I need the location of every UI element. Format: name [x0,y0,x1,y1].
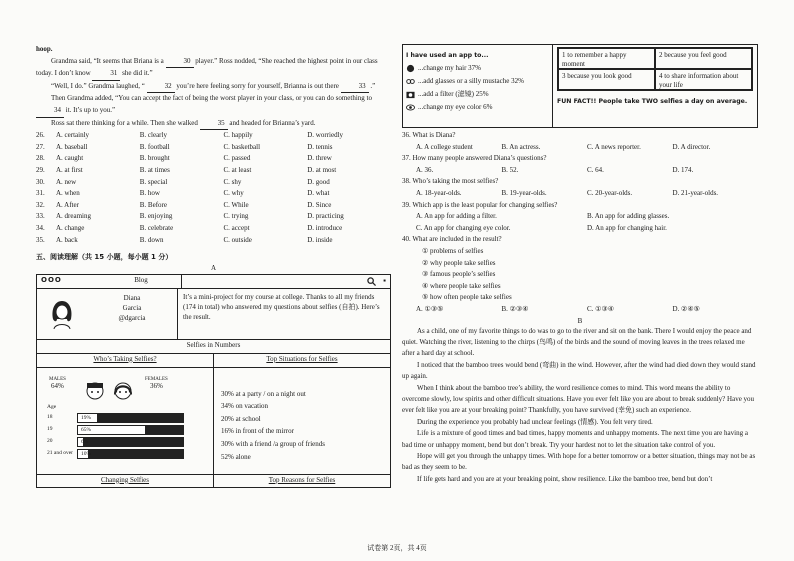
reason-2: 2 because you feel good [655,48,752,69]
age-bar: 10% [78,450,89,458]
age-bar-label: 21 and over [47,449,73,456]
blog-title: Blog [134,276,148,285]
reasons-heading: Top Reasons for Selfies [213,475,390,487]
q37-options: A. 36. B. 52. C. 64. D. 174. [416,165,694,174]
blank-30: 30 [166,56,194,69]
camera-icon [406,90,415,99]
question-36: 36. What is Diana? [402,131,456,139]
choice-row: 28. A. caught B. brought C. passed D. threw [36,154,332,163]
passage-b-paragraph: If life gets hard and you are at your breaking point, show resilience. Like the bamboo tree, bend but don’t [417,474,713,483]
blog-infographic [36,274,391,488]
age-bar: 6% [78,438,84,446]
cloze-choices [36,130,391,246]
passage-b-paragraph: Life is a mixture of good times and bad times, happy moments and unhappy moments. The next time you are having a bad time or unhappy moment, bend but don’t break. Try your hardest not to let the situation take control of you. [402,429,748,449]
reasons-panel [552,45,757,127]
blank-31: 31 [92,68,120,81]
who-heading: Who’s Taking Selfies? [37,354,213,368]
age-bar-track [77,449,184,459]
gender-faces-icon [83,380,143,402]
reason-3: 3 because you look good [558,69,655,90]
males-stat: MALES 64% [49,376,66,390]
hair-icon [406,64,415,73]
question-40: 40. What are included in the result? [402,235,502,244]
q40-options: A. ①③⑤ B. ②③④ C. ①③④ D. ②④⑤ [416,304,700,313]
situation-item: 20% at school [221,414,261,423]
blog-titlebar [37,275,390,289]
situation-item: 30% with a friend /a group of friends [221,440,325,449]
females-stat: FEMALES 36% [145,376,168,390]
who-stats [37,368,213,474]
age-bar-label: 19 [47,425,53,432]
choice-row: 33. A. dreaming B. enjoying C. trying D. practicing [36,212,344,221]
right-column [402,0,758,485]
avatar [37,289,87,339]
passage-b-paragraph: I noticed that the bamboo trees would bend (弯曲) in the wind. However, after the wind had died down they would stand up again. [402,360,756,381]
age-bar-label: 18 [47,413,53,420]
age-bar-row [47,448,184,460]
choice-row: 29. A. at first B. at times C. at least D. at most [36,165,337,174]
age-bar-row [47,424,184,436]
stats-row [37,354,390,474]
search-icon [367,277,376,286]
blog-profile [37,289,390,340]
blank-32: 32 [147,81,175,94]
situation-item: 16% in front of the mirror [221,427,294,436]
top-word: hoop. [36,45,53,53]
reason-1: 1 to remember a happy moment [558,48,655,69]
cloze-para-2: “Well, I do.” Grandma laughed, “ 32 you’re here feeling sorry for yourself, Brianna is out there 33 .” [36,81,391,94]
apps-panel: I have used an app to... ...change my hair 37% ...add glasses or a silly mustache 32% ...add a filter (滤镜) 25% ...change my eye color 6% [403,45,552,127]
choice-row: 30. A. new B. special C. shy D. good [36,177,330,186]
passage-b-paragraph: During the experience you probably had unclear feelings (情感). You felt very tired. [417,417,653,426]
choice-row: 34. A. change B. celebrate C. accept D. introduce [36,223,343,232]
passage-b-paragraph: Hope will get you through the unhappy times. With hope for a better tomorrow or a better situation, things may not be as bad as they seem to be. [402,451,756,472]
reasons-grid [557,47,753,91]
apps-title: I have used an app to... [406,52,489,59]
choice-row: 26. A. certainly B. clearly C. happily D. worriedly [36,131,344,140]
window-dots: OOO [41,276,62,285]
age-bar-track [77,425,184,435]
situation-item: 52% alone [221,452,251,461]
q40-items: ① problems of selfies ② why people take selfies ③ famous people’s selfies ④ where people take selfies ⑤ how often people take selfies [422,246,512,302]
q36-options: A. A college student B. An actress. C. A news reporter. D. A director. [416,142,711,151]
blank-35: 35 [200,118,228,131]
age-bar-chart [47,412,184,460]
passage-b-paragraph: When I think about the bamboo tree’s ability, the word resilience comes to mind. This word means the ability to overcome slowly, low spirits and other difficult situations. Have you ever felt like you are about to break suddenly? Have you ever felt like you are at your breaking point? Thankfully, you have survived (幸免) such an experience. [402,383,755,415]
menu-icon: ▪ [383,276,386,286]
age-label: Age [47,403,57,410]
age-bar: 65% [78,426,146,434]
page-footer: 试卷第 2页，共 4页 [367,544,427,552]
cloze-para-3: Then Grandma added, “You can accept the fact of being the worst player in your class, or you can do something to 34 it. It’s up to you.” [36,93,391,117]
age-bar-label: 20 [47,437,53,444]
age-bar-row [47,412,184,424]
survey-box [402,44,758,128]
reason-4: 4 to share information about your life [655,69,752,90]
changing-selfies-heading: Changing Selfies [100,475,150,484]
age-bar: 19% [78,414,98,422]
cloze-para-4: Ross sat there thinking for a while. Then she walked 35 and headed for Brianna’s yard. [36,118,391,131]
blog-search-bar [181,275,386,288]
question-39: 39. Which app is the least popular for changing selfies? [402,200,558,209]
eye-icon [406,103,415,112]
cloze-para-1: Grandma said, “It seems that Briana is a 30 player.” Ross nodded, “She reached the highest point in our class today. I don’t know 31 she did it.” [36,56,391,81]
blank-33: 33 [341,81,369,94]
q39-options: A. An app for adding a filter. B. An app for adding glasses. C. An app for changing eye color. D. An app for changing hair. [416,212,670,232]
passage-b-label: B [577,316,583,325]
passage-a-label: A [210,263,217,272]
choice-row: 32. A. After B. Before C. While D. Since [36,200,332,209]
choice-row: 35. A. back B. down C. outside D. inside [36,235,333,244]
situations-list [214,368,390,464]
left-column [36,0,391,488]
profile-description: It’s a mini-project for my course at college. Thanks to all my friends (174 in total) who answered my questions about selfies (自拍). Here’s the result. [177,289,390,339]
girl-avatar-icon [49,299,75,329]
question-38: 38. Who’s taking the most selfies? [402,177,499,186]
choice-row: 27. A. baseball B. football C. basketball D. tennis [36,142,333,151]
question-37: 37. How many people answered Diana’s questions? [402,154,547,163]
passage-b [402,326,758,486]
situation-item: 34% on vacation [221,402,269,411]
blank-34: 34 [36,105,64,118]
section-heading: 五、阅读理解（共 15 小题，每小题 1 分） [36,253,173,262]
choice-row: 31. A. when B. how C. why D. what [36,189,330,198]
who-panel [37,354,213,474]
situations-panel [213,354,390,474]
bottom-headings [37,474,390,487]
situations-heading: Top Situations for Selfies [214,354,390,368]
situation-item: 30% at a party / on a night out [221,389,306,398]
fun-fact: FUN FACT!! People take TWO selfies a day on average. [557,98,748,105]
glasses-icon [406,77,415,86]
profile-handle: @dgarcia [118,313,146,322]
passage-b-paragraph: As a child, one of my favorite things to do was to go to the river and sit on the bank. There I would enjoy the peace and quiet. Watching the river, listening to the chirps (鸟鸣) of the birds and the sound of moving leaves in the trees relaxed me after a hard day at school. [402,326,752,358]
age-bar-track [77,437,184,447]
age-bar-track [77,413,184,423]
age-bar-row [47,436,184,448]
profile-name: Diana Garcia @dgarcia [87,289,177,339]
q38-options: A. 18-year-olds. B. 19-year-olds. C. 20-year-olds. D. 21-year-olds. [416,188,719,197]
selfies-in-numbers-heading: Selfies in Numbers [37,340,390,354]
